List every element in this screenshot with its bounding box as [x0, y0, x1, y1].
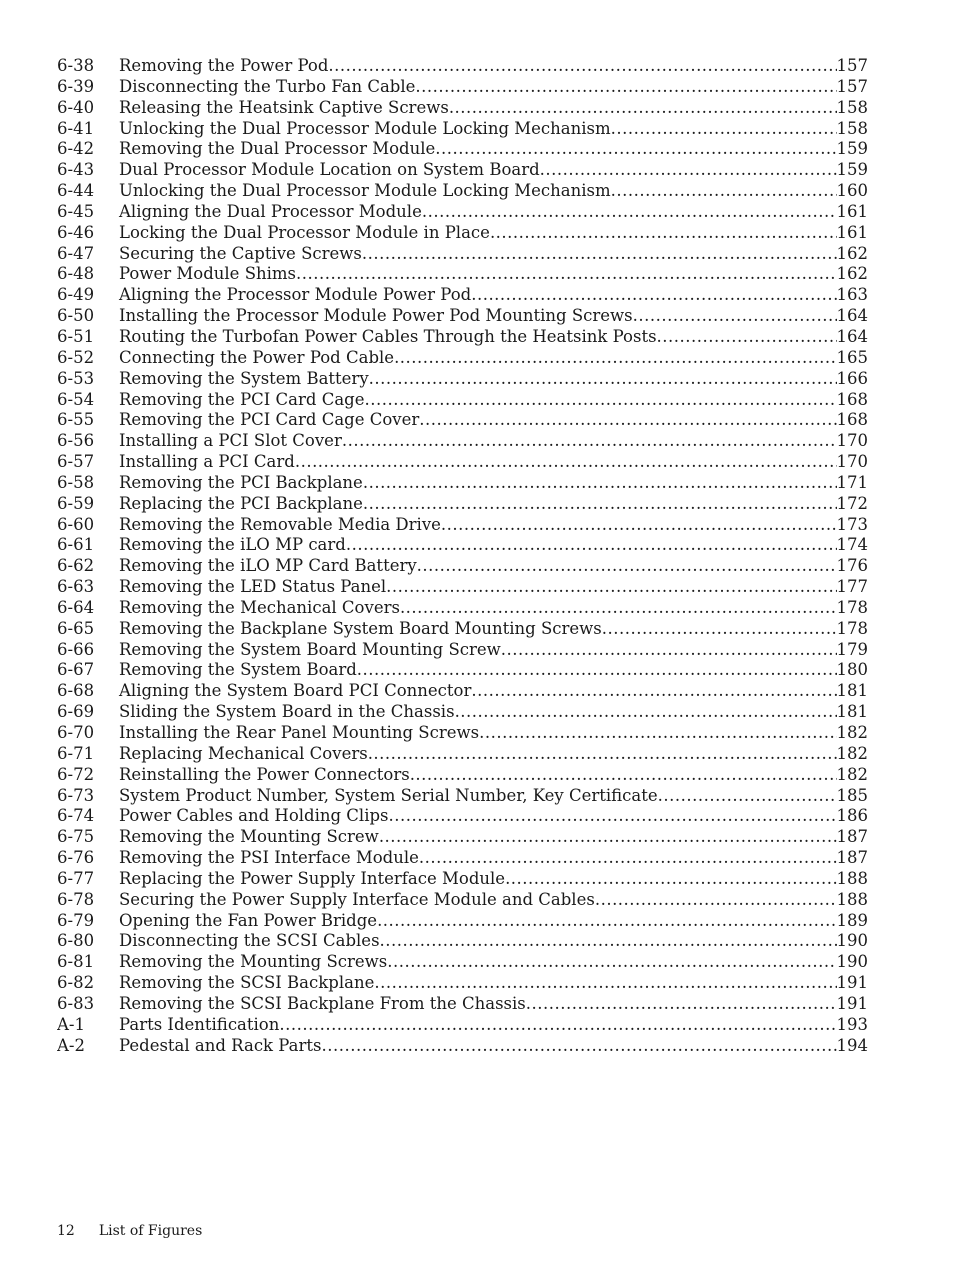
dot-leader	[415, 77, 836, 98]
figure-number: 6-63	[57, 577, 95, 597]
figure-title: Installing a PCI Card	[119, 452, 295, 472]
toc-entry[interactable]	[57, 869, 868, 890]
figure-number: 6-55	[57, 410, 95, 430]
figure-number: 6-64	[57, 597, 95, 617]
toc-entry[interactable]	[57, 827, 868, 848]
figure-number: A-1	[57, 1014, 85, 1034]
toc-entry[interactable]	[57, 994, 868, 1015]
page-number: 173	[836, 514, 868, 534]
figure-number: 6-79	[57, 910, 95, 930]
toc-entry[interactable]	[57, 494, 868, 515]
dot-leader	[377, 911, 836, 932]
figure-number: 6-75	[57, 827, 95, 847]
page-number: 190	[836, 931, 868, 951]
figure-title: Removing the PCI Card Cage Cover	[119, 410, 420, 430]
toc-entry[interactable]	[57, 285, 868, 306]
toc-entry[interactable]	[57, 660, 868, 681]
figure-title: Dual Processor Module Location on System Board	[119, 160, 540, 180]
page-number: 180	[836, 660, 868, 680]
figure-title: Parts Identification	[119, 1014, 280, 1034]
figure-number: 6-50	[57, 306, 95, 326]
figure-number: 6-54	[57, 389, 95, 409]
figure-title: Reinstalling the Power Connectors	[119, 764, 410, 784]
toc-entry[interactable]	[57, 98, 868, 119]
figure-title: Aligning the Dual Processor Module	[119, 201, 422, 221]
figure-number: 6-38	[57, 56, 95, 75]
dot-leader	[611, 181, 837, 202]
dot-leader	[363, 473, 837, 494]
figure-number: 6-77	[57, 868, 95, 888]
page-number: 172	[836, 493, 868, 513]
figure-number: 6-42	[57, 139, 95, 159]
page-number: 186	[836, 806, 868, 826]
toc-entry[interactable]	[57, 1036, 868, 1057]
figure-title: Removing the SCSI Backplane From the Chassis	[119, 993, 526, 1013]
dot-leader	[501, 640, 837, 661]
toc-entry[interactable]	[57, 973, 868, 994]
figure-number: 6-62	[57, 556, 95, 576]
toc-entry[interactable]	[57, 56, 868, 77]
dot-leader	[379, 827, 837, 848]
dot-leader	[419, 848, 837, 869]
page-number: 157	[836, 76, 868, 96]
figure-title: Removing the iLO MP card	[119, 535, 346, 555]
page-number: 182	[836, 743, 868, 763]
figure-number: 6-61	[57, 535, 95, 555]
toc-entry[interactable]	[57, 848, 868, 869]
figure-title: Removing the PCI Card Cage	[119, 389, 365, 409]
page-number: 170	[836, 431, 868, 451]
page-number: 194	[836, 1035, 868, 1055]
toc-entry[interactable]	[57, 348, 868, 369]
dot-leader	[357, 660, 837, 681]
dot-leader	[363, 494, 837, 515]
figure-number: 6-47	[57, 243, 95, 263]
dot-leader	[455, 702, 837, 723]
page-number: 159	[836, 139, 868, 159]
figure-title: Sliding the System Board in the Chassis	[119, 702, 455, 722]
figure-number: 6-74	[57, 806, 95, 826]
toc-entry[interactable]	[57, 765, 868, 786]
dot-leader	[611, 119, 837, 140]
dot-leader	[490, 223, 837, 244]
figure-number: 6-81	[57, 952, 95, 972]
page-number: 188	[836, 889, 868, 909]
figure-number: 6-39	[57, 76, 95, 96]
dot-leader	[394, 348, 836, 369]
dot-leader	[380, 931, 837, 952]
figure-title: Removing the Backplane System Board Mounting Screws	[119, 618, 602, 638]
figure-number: 6-65	[57, 618, 95, 638]
figure-title: Securing the Captive Screws	[119, 243, 362, 263]
figure-title: Removing the System Board	[119, 660, 357, 680]
figure-number: 6-40	[57, 97, 95, 117]
page-number: 182	[836, 764, 868, 784]
figure-number: 6-78	[57, 889, 95, 909]
toc-entry[interactable]	[57, 681, 868, 702]
figure-number: A-2	[57, 1035, 85, 1055]
figure-title: Aligning the System Board PCI Connector	[119, 681, 472, 701]
toc-entry[interactable]	[57, 410, 868, 431]
figure-title: Pedestal and Rack Parts	[119, 1035, 322, 1055]
dot-leader	[342, 431, 837, 452]
toc-entry[interactable]	[57, 452, 868, 473]
dot-leader	[505, 869, 836, 890]
figure-number: 6-60	[57, 514, 95, 534]
toc-entry[interactable]	[57, 139, 868, 160]
dot-leader	[295, 452, 837, 473]
toc-entry[interactable]	[57, 723, 868, 744]
page-number: 181	[836, 702, 868, 722]
toc-entry[interactable]	[57, 890, 868, 911]
page-number: 158	[836, 118, 868, 138]
dot-leader	[374, 973, 836, 994]
page-number: 193	[836, 1014, 868, 1034]
toc-entry[interactable]	[57, 202, 868, 223]
page-number: 157	[836, 56, 868, 75]
page-number: 161	[836, 201, 868, 221]
page-number: 159	[836, 160, 868, 180]
figure-number: 6-57	[57, 452, 95, 472]
dot-leader	[328, 56, 836, 77]
toc-entry[interactable]	[57, 119, 868, 140]
dot-leader	[540, 160, 837, 181]
toc-entry[interactable]	[57, 473, 868, 494]
dot-leader	[658, 786, 837, 807]
figure-number: 6-68	[57, 681, 95, 701]
page-number: 166	[836, 368, 868, 388]
figure-title: Unlocking the Dual Processor Module Locking Mechanism	[119, 181, 611, 201]
toc-entry[interactable]	[57, 744, 868, 765]
dot-leader	[369, 369, 837, 390]
dot-leader	[449, 98, 837, 119]
toc-entry[interactable]	[57, 431, 868, 452]
figure-title: Removing the Removable Media Drive	[119, 514, 441, 534]
page-number: 178	[836, 618, 868, 638]
figure-title: Opening the Fan Power Bridge	[119, 910, 378, 930]
dot-leader	[362, 244, 837, 265]
page-number: 162	[836, 264, 868, 284]
toc-entry[interactable]	[57, 911, 868, 932]
figure-number: 6-48	[57, 264, 95, 284]
toc-entry[interactable]	[57, 619, 868, 640]
toc-entry[interactable]	[57, 577, 868, 598]
toc-entry[interactable]	[57, 535, 868, 556]
toc-entry[interactable]	[57, 556, 868, 577]
page-number: 191	[836, 993, 868, 1013]
page-number: 177	[836, 577, 868, 597]
toc-entry[interactable]	[57, 515, 868, 536]
figure-number: 6-58	[57, 472, 95, 492]
page-number: 182	[836, 723, 868, 742]
figure-title: Locking the Dual Processor Module in Place	[119, 222, 490, 242]
figure-title: Securing the Power Supply Interface Module and Cables	[119, 889, 595, 909]
page-number: 164	[836, 306, 868, 326]
toc-entry[interactable]	[57, 306, 868, 327]
figure-title: Disconnecting the SCSI Cables	[119, 931, 380, 951]
figure-title: System Product Number, System Serial Number, Key Certificate	[119, 785, 658, 805]
figure-title: Removing the Mechanical Covers	[119, 597, 400, 617]
figure-number: 6-70	[57, 723, 95, 742]
figure-title: Installing the Processor Module Power Pod Mounting Screws	[119, 306, 633, 326]
dot-leader	[471, 681, 836, 702]
figure-title: Replacing the Power Supply Interface Module	[119, 868, 506, 888]
figure-title: Removing the Dual Processor Module	[119, 139, 436, 159]
dot-leader	[419, 410, 836, 431]
page-number: 161	[836, 222, 868, 242]
dot-leader	[602, 619, 837, 640]
figure-number: 6-49	[57, 285, 95, 305]
toc-entry[interactable]	[57, 244, 868, 265]
page-number: 171	[836, 472, 868, 492]
page-number: 162	[836, 243, 868, 263]
figure-number: 6-80	[57, 931, 95, 951]
dot-leader	[479, 723, 836, 744]
dot-leader	[365, 390, 837, 411]
figure-title: Installing a PCI Slot Cover	[119, 431, 342, 451]
figure-title: Replacing the PCI Backplane	[119, 493, 363, 513]
toc-entry[interactable]	[57, 264, 868, 285]
footer-section-title: List of Figures	[98, 1223, 203, 1239]
figure-number: 6-83	[57, 993, 95, 1013]
dot-leader	[422, 202, 837, 223]
toc-entry[interactable]	[57, 640, 868, 661]
page-footer	[57, 1221, 202, 1241]
figure-title: Removing the Power Pod	[119, 56, 329, 75]
figure-title: Removing the iLO MP Card Battery	[119, 556, 417, 576]
page-number: 168	[836, 389, 868, 409]
page-number: 174	[836, 535, 868, 555]
dot-leader	[387, 952, 836, 973]
dot-leader	[595, 890, 837, 911]
toc-entry[interactable]	[57, 1015, 868, 1036]
page-number: 189	[836, 910, 868, 930]
toc-entry[interactable]	[57, 806, 868, 827]
dot-leader	[389, 806, 837, 827]
figure-title: Removing the SCSI Backplane	[119, 973, 375, 993]
figure-number: 6-72	[57, 764, 95, 784]
page-number: 185	[836, 785, 868, 805]
figure-title: Removing the PSI Interface Module	[119, 848, 419, 868]
figure-title: Power Module Shims	[119, 264, 297, 284]
page-number: 181	[836, 681, 868, 701]
toc-entry[interactable]	[57, 181, 868, 202]
figure-number: 6-46	[57, 222, 95, 242]
dot-leader	[526, 994, 837, 1015]
figure-title: Removing the Mounting Screw	[119, 827, 379, 847]
figure-title: Releasing the Heatsink Captive Screws	[119, 97, 449, 117]
page-number: 190	[836, 952, 868, 972]
dot-leader	[441, 515, 837, 536]
figure-title: Installing the Rear Panel Mounting Screws	[119, 723, 480, 742]
dot-leader	[410, 765, 837, 786]
page-number: 164	[836, 326, 868, 346]
figure-title: Removing the PCI Backplane	[119, 472, 363, 492]
list-of-figures	[57, 56, 868, 1057]
page-number: 160	[836, 181, 868, 201]
figure-title: Removing the System Board Mounting Screw	[119, 639, 501, 659]
figure-number: 6-45	[57, 201, 95, 221]
dot-leader	[400, 598, 837, 619]
page-number: 179	[836, 639, 868, 659]
toc-entry[interactable]	[57, 952, 868, 973]
page-number: 187	[836, 827, 868, 847]
dot-leader	[279, 1015, 836, 1036]
page-number: 188	[836, 868, 868, 888]
dot-leader	[322, 1036, 837, 1057]
figure-number: 6-69	[57, 702, 95, 722]
page-number: 178	[836, 597, 868, 617]
toc-entry[interactable]	[57, 786, 868, 807]
figure-title: Routing the Turbofan Power Cables Through the Heatsink Posts	[119, 326, 657, 346]
dot-leader	[435, 139, 836, 160]
dot-leader	[657, 327, 837, 348]
figure-number: 6-51	[57, 326, 95, 346]
figure-title: Unlocking the Dual Processor Module Locking Mechanism	[119, 118, 611, 138]
dot-leader	[471, 285, 836, 306]
figure-number: 6-67	[57, 660, 95, 680]
page-number: 163	[836, 285, 868, 305]
toc-entry[interactable]	[57, 369, 868, 390]
figure-title: Replacing Mechanical Covers	[119, 743, 368, 763]
page-number: 168	[836, 410, 868, 430]
toc-entry[interactable]	[57, 931, 868, 952]
page-number: 170	[836, 452, 868, 472]
figure-number: 6-66	[57, 639, 95, 659]
figure-number: 6-43	[57, 160, 95, 180]
figure-number: 6-56	[57, 431, 95, 451]
toc-entry[interactable]	[57, 390, 868, 411]
figure-number: 6-82	[57, 973, 95, 993]
toc-entry[interactable]	[57, 702, 868, 723]
dot-leader	[346, 535, 837, 556]
figure-number: 6-52	[57, 347, 95, 367]
page-number: 176	[836, 556, 868, 576]
page-number: 191	[836, 973, 868, 993]
figure-title: Connecting the Power Pod Cable	[119, 347, 395, 367]
dot-leader	[633, 306, 837, 327]
figure-title: Removing the Mounting Screws	[119, 952, 388, 972]
figure-number: 6-73	[57, 785, 95, 805]
figure-title: Power Cables and Holding Clips	[119, 806, 389, 826]
figure-number: 6-59	[57, 493, 95, 513]
dot-leader	[368, 744, 837, 765]
figure-number: 6-76	[57, 848, 95, 868]
toc-entry[interactable]	[57, 327, 868, 348]
dot-leader	[386, 577, 836, 598]
figure-title: Removing the System Battery	[119, 368, 369, 388]
figure-title: Removing the LED Status Panel	[119, 577, 387, 597]
figure-number: 6-53	[57, 368, 95, 388]
figure-number: 6-44	[57, 181, 95, 201]
toc-entry[interactable]	[57, 598, 868, 619]
page-number: 158	[836, 97, 868, 117]
figure-title: Disconnecting the Turbo Fan Cable	[119, 76, 416, 96]
dot-leader	[417, 556, 837, 577]
figure-number: 6-41	[57, 118, 95, 138]
toc-entry[interactable]	[57, 160, 868, 181]
dot-leader	[296, 264, 836, 285]
page-number: 187	[836, 848, 868, 868]
toc-entry[interactable]	[57, 223, 868, 244]
figure-number: 6-71	[57, 743, 95, 763]
page-number: 165	[836, 347, 868, 367]
footer-page-number: 12	[57, 1223, 75, 1239]
toc-entry[interactable]	[57, 77, 868, 98]
figure-title: Aligning the Processor Module Power Pod	[119, 285, 472, 305]
